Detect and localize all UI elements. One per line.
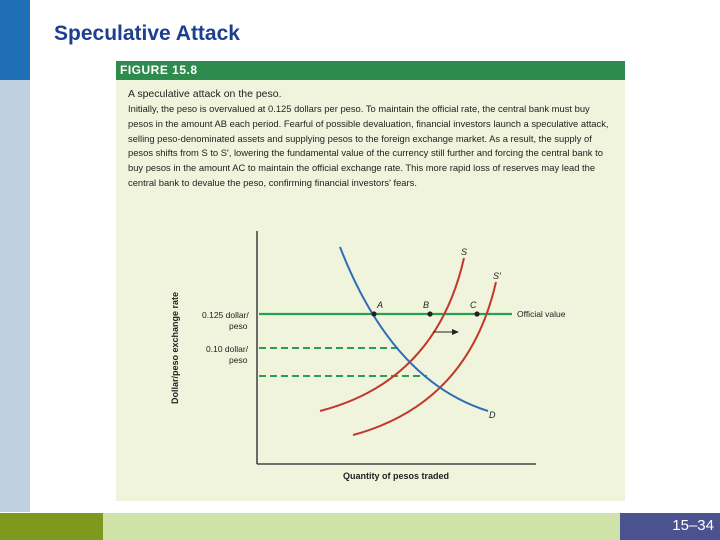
point-label-b: B	[423, 300, 430, 310]
supply-curve-s	[320, 258, 464, 411]
tick-label-010-line2: peso	[229, 355, 248, 365]
point-label-c: C	[470, 300, 477, 310]
tick-label-010-line1: 0.10 dollar/	[206, 344, 249, 354]
left-accent-bar-bottom	[0, 80, 30, 512]
x-axis-label: Quantity of pesos traded	[342, 471, 450, 481]
curve-label-s-prime: S′	[493, 271, 501, 281]
tick-label-0125-line2: peso	[229, 321, 248, 331]
point-label-a: A	[377, 300, 384, 310]
figure-label: FIGURE 15.8	[120, 63, 198, 77]
shift-arrow-head	[452, 329, 459, 335]
left-accent-bar-top	[0, 0, 30, 80]
curve-label-s: S	[461, 247, 468, 257]
figure-caption: Initially, the peso is overvalued at 0.125 dollars per peso. To maintain the official rate, the central bank must buy pesos in the amount AB each period. Fearful of possible devaluation, financial investors launch a speculative attack, selling peso-denominated assets and supplying pesos to the foreign exchange market. As a result, the supply of pesos shifts from S to S′, lowering the fundamental value of the currency still further and forcing the central bank to buy pesos in the amount AC to maintain the official exchange rate. This more rapid loss of reserves may lead the central bank to devalue the peso, confirming financial investors' fears.	[128, 103, 609, 188]
official-value-label: Official value	[517, 309, 566, 319]
point-a-marker	[371, 311, 376, 316]
y-axis-label: Dollar/peso exchange rate	[170, 291, 180, 405]
bottom-bar	[0, 513, 720, 540]
bottom-bar-accent	[0, 513, 103, 540]
figure-panel	[116, 61, 625, 501]
slide-title: Speculative Attack	[54, 22, 240, 45]
slide-number: 15–34	[672, 517, 714, 534]
demand-curve-d	[340, 247, 488, 411]
point-c-marker	[474, 311, 479, 316]
speculative-attack-diagram	[116, 61, 625, 501]
point-b-marker	[427, 311, 432, 316]
tick-label-0125-line1: 0.125 dollar/	[202, 310, 249, 320]
figure-heading: A speculative attack on the peso.	[128, 88, 282, 100]
curve-label-d: D	[489, 410, 496, 420]
